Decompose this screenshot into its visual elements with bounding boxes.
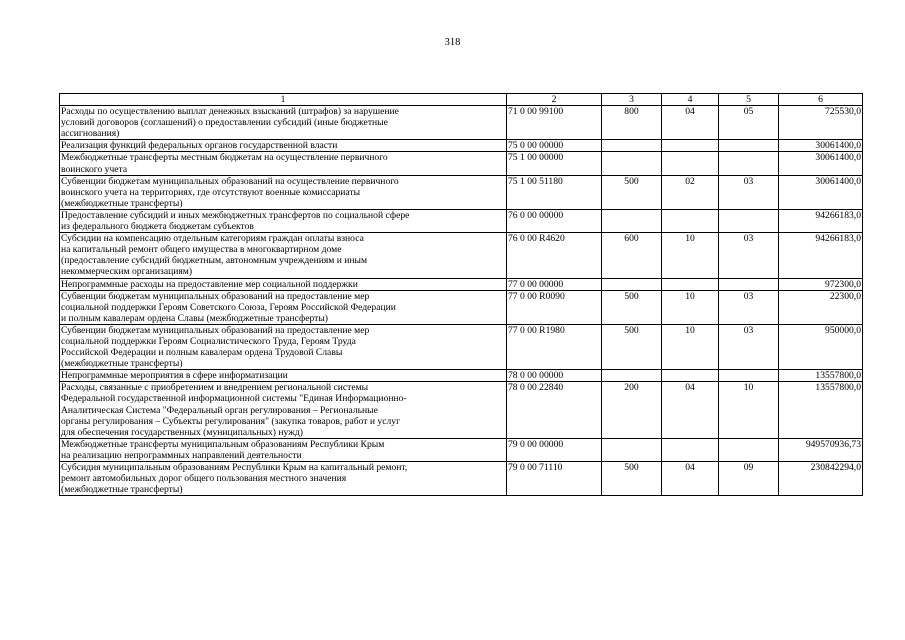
row-code-cell: 75 1 00 51180: [507, 175, 602, 209]
column-header-subsection: 5: [719, 94, 779, 106]
row-section-cell: 04: [662, 382, 719, 438]
row-subsection-cell: [719, 209, 779, 232]
table-row: [60, 462, 863, 496]
row-subsection-cell: [719, 438, 779, 461]
table-row: [60, 106, 863, 140]
row-subsection-cell: 03: [719, 290, 779, 324]
row-amount-cell: 13557800,0: [779, 382, 863, 438]
row-code-cell: 76 0 00 R4620: [507, 233, 602, 278]
row-expense-type-cell: [602, 278, 662, 290]
row-section-cell: [662, 438, 719, 461]
row-code-cell: 76 0 00 00000: [507, 209, 602, 232]
row-section-cell: 10: [662, 233, 719, 278]
column-header-section: 4: [662, 94, 719, 106]
row-subsection-cell: 05: [719, 106, 779, 140]
column-header-amount: 6: [779, 94, 863, 106]
row-name-cell: Реализация функций федеральных органов государственной власти: [60, 140, 507, 152]
row-amount-cell: 972300,0: [779, 278, 863, 290]
row-name-cell: Субвенции бюджетам муниципальных образований на предоставление мер социальной поддержки Героям Советского Союза, Героям Российской Федерации и полным кавалерам ордена Славы (межбюджетные трансферты): [60, 290, 507, 324]
row-expense-type-cell: [602, 140, 662, 152]
table-row: [60, 140, 863, 152]
row-expense-type-cell: [602, 438, 662, 461]
table-row: [60, 278, 863, 290]
table-row: [60, 382, 863, 438]
row-subsection-cell: [719, 140, 779, 152]
row-section-cell: [662, 140, 719, 152]
row-section-cell: [662, 370, 719, 382]
row-subsection-cell: 03: [719, 324, 779, 369]
row-expense-type-cell: [602, 152, 662, 175]
row-expense-type-cell: 600: [602, 233, 662, 278]
row-code-cell: 79 0 00 71110: [507, 462, 602, 496]
row-expense-type-cell: 500: [602, 324, 662, 369]
row-name-cell: Субвенции бюджетам муниципальных образований на осуществление первичного воинского учета на территориях, где отсутствуют военные комиссариаты (межбюджетные трансферты): [60, 175, 507, 209]
row-amount-cell: 94266183,0: [779, 209, 863, 232]
row-name-cell: Субсидии на компенсацию отдельным категориям граждан оплаты взноса на капитальный ремонт общего имущества в многоквартирном доме (предоставление субсидий бюджетным, автономным учреждениям и иным некоммерческим организациям): [60, 233, 507, 278]
row-code-cell: 78 0 00 22840: [507, 382, 602, 438]
row-section-cell: 04: [662, 106, 719, 140]
column-header-name: 1: [60, 94, 507, 106]
column-header-code: 2: [507, 94, 602, 106]
row-section-cell: 02: [662, 175, 719, 209]
row-amount-cell: 725530,0: [779, 106, 863, 140]
row-amount-cell: 230842294,0: [779, 462, 863, 496]
row-amount-cell: 22300,0: [779, 290, 863, 324]
budget-table: [59, 93, 863, 496]
table-row: [60, 370, 863, 382]
row-expense-type-cell: 500: [602, 290, 662, 324]
row-subsection-cell: 09: [719, 462, 779, 496]
table-row: [60, 209, 863, 232]
table-row: [60, 324, 863, 369]
row-code-cell: 78 0 00 00000: [507, 370, 602, 382]
row-subsection-cell: 03: [719, 233, 779, 278]
row-expense-type-cell: [602, 370, 662, 382]
row-expense-type-cell: [602, 209, 662, 232]
row-subsection-cell: [719, 278, 779, 290]
table-row: [60, 152, 863, 175]
table-row: [60, 175, 863, 209]
row-code-cell: 77 0 00 00000: [507, 278, 602, 290]
table-row: [60, 438, 863, 461]
row-amount-cell: 13557800,0: [779, 370, 863, 382]
row-code-cell: 77 0 00 R1980: [507, 324, 602, 369]
row-amount-cell: 949570936,73: [779, 438, 863, 461]
row-code-cell: 75 1 00 00000: [507, 152, 602, 175]
row-name-cell: Расходы, связанные с приобретением и внедрением региональной системы Федеральной государственной информационной системы "Единая Информационно- Аналитическая Система "Федеральный орган регулирования – Региональные органы регулирования – Субъекты регулирования" (закупка товаров, работ и услуг для обеспечения государственных (муниципальных) нужд): [60, 382, 507, 438]
row-name-cell: Субвенции бюджетам муниципальных образований на предоставление мер социальной поддержки Героям Социалистического Труда, Героям Труда Российской Федерации и полным кавалерам ордена Трудовой Славы (межбюджетные трансферты): [60, 324, 507, 369]
table-row: [60, 290, 863, 324]
row-section-cell: [662, 152, 719, 175]
row-amount-cell: 30061400,0: [779, 140, 863, 152]
row-amount-cell: 30061400,0: [779, 175, 863, 209]
row-name-cell: Субсидия муниципальным образованиям Республики Крым на капитальный ремонт, ремонт автомобильных дорог общего пользования местного значения (межбюджетные трансферты): [60, 462, 507, 496]
row-subsection-cell: 03: [719, 175, 779, 209]
row-subsection-cell: [719, 152, 779, 175]
table-row: [60, 233, 863, 278]
row-name-cell: Непрограммные мероприятия в сфере информатизации: [60, 370, 507, 382]
row-section-cell: 10: [662, 324, 719, 369]
row-subsection-cell: [719, 370, 779, 382]
row-subsection-cell: 10: [719, 382, 779, 438]
table-body: [60, 94, 863, 496]
table-header-row: [60, 94, 863, 106]
row-expense-type-cell: 500: [602, 175, 662, 209]
row-section-cell: [662, 278, 719, 290]
row-expense-type-cell: 800: [602, 106, 662, 140]
row-name-cell: Межбюджетные трансферты муниципальным образованиям Республики Крым на реализацию непрограммных направлений деятельности: [60, 438, 507, 461]
row-code-cell: 71 0 00 99100: [507, 106, 602, 140]
row-name-cell: Межбюджетные трансферты местным бюджетам на осуществление первичного воинского учета: [60, 152, 507, 175]
row-section-cell: 10: [662, 290, 719, 324]
row-code-cell: 79 0 00 00000: [507, 438, 602, 461]
row-section-cell: [662, 209, 719, 232]
row-section-cell: 04: [662, 462, 719, 496]
row-code-cell: 75 0 00 00000: [507, 140, 602, 152]
row-name-cell: Непрограммные расходы на предоставление мер социальной поддержки: [60, 278, 507, 290]
row-amount-cell: 950000,0: [779, 324, 863, 369]
row-expense-type-cell: 200: [602, 382, 662, 438]
row-name-cell: Расходы по осуществлению выплат денежных взысканий (штрафов) за нарушение условий договоров (соглашений) о предоставлении субсидий (иные бюджетные ассигнования): [60, 106, 507, 140]
row-expense-type-cell: 500: [602, 462, 662, 496]
row-amount-cell: 30061400,0: [779, 152, 863, 175]
row-amount-cell: 94266183,0: [779, 233, 863, 278]
row-name-cell: Предоставление субсидий и иных межбюджетных трансфертов по социальной сфере из федерального бюджета бюджетам субъектов: [60, 209, 507, 232]
page-number: 318: [444, 37, 461, 48]
column-header-expense-type: 3: [602, 94, 662, 106]
row-code-cell: 77 0 00 R0090: [507, 290, 602, 324]
